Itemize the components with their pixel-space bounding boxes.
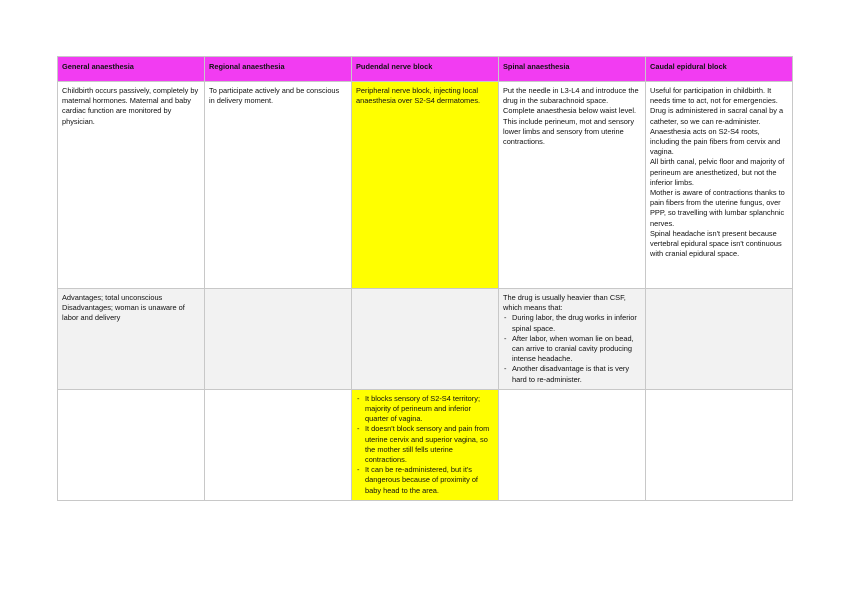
- caudal-line: Spinal headache isn't present because vertebral epidural space isn't continuous with cranial epidural space.: [650, 228, 782, 259]
- cell-regional-empty: [205, 389, 352, 500]
- cell-caudal-empty: [646, 389, 793, 500]
- list-item: - It blocks sensory of S2-S4 territory; majority of perineum and inferior quarter of vagina.: [356, 394, 494, 425]
- cell-caudal-empty: [646, 289, 793, 390]
- caudal-line: Anaesthesia acts on S2-S4 roots, including the pain fibers from cervix and vagina.: [650, 126, 781, 157]
- list-item: - Another disadvantage is that is very hard to re-administer.: [503, 364, 641, 384]
- cell-spinal-description: Put the needle in L3-L4 and introduce the drug in the subarachnoid space. Complete anaesthesia below waist level. This include perineum, mot and sensory lower limbs and sensory from uterine contractions.: [499, 82, 646, 289]
- disadvantages-text: Disadvantages; woman is unaware of labor and delivery: [62, 303, 185, 323]
- list-item: - After labor, when woman lie on bead, can arrive to cranial cavity producing intense headache.: [503, 334, 641, 365]
- header-pudendal-nerve-block: Pudendal nerve block: [352, 57, 499, 82]
- caudal-line: Useful for participation in childbirth. It needs time to act, not for emergencies.: [650, 86, 778, 106]
- header-regional-anaesthesia: Regional anaesthesia: [205, 57, 352, 82]
- list-item: - It can be re-administered, but it's dangerous because of proximity of baby head to the area.: [356, 465, 494, 496]
- cell-spinal-notes: [499, 289, 646, 390]
- spinal-notes-intro: The drug is usually heavier than CSF, which means that:: [503, 293, 626, 313]
- cell-general-pros-cons: [58, 289, 205, 390]
- cell-regional-empty: [205, 289, 352, 390]
- advantages-text: Advantages; total unconscious: [62, 293, 163, 302]
- table-row: [58, 289, 793, 390]
- table-row: [58, 389, 793, 500]
- header-caudal-epidural-block: Caudal epidural block: [646, 57, 793, 82]
- cell-pudendal-empty: [352, 289, 499, 390]
- cell-regional-description: To participate actively and be conscious in delivery moment.: [205, 82, 352, 289]
- caudal-line: Drug is administered in sacral canal by a catheter, so we can re-administer.: [650, 106, 784, 126]
- cell-general-empty: [58, 389, 205, 500]
- cell-pudendal-description: Peripheral nerve block, injecting local anaesthesia over S2-S4 dermatomes.: [352, 82, 499, 289]
- anaesthesia-comparison-table: [57, 56, 793, 501]
- pudendal-notes-list: [356, 394, 494, 496]
- header-general-anaesthesia: General anaesthesia: [58, 57, 205, 82]
- cell-caudal-description: [646, 82, 793, 289]
- cell-spinal-empty: [499, 389, 646, 500]
- caudal-line: All birth canal, pelvic floor and majority of perineum are anesthetized, but not the inferior limbs.: [650, 157, 785, 187]
- cell-pudendal-notes: [352, 389, 499, 500]
- list-item: - During labor, the drug works in inferior spinal space.: [503, 313, 641, 333]
- table-row: [58, 82, 793, 289]
- spinal-notes-list: [503, 313, 641, 384]
- header-spinal-anaesthesia: Spinal anaesthesia: [499, 57, 646, 82]
- list-item: - It doesn't block sensory and pain from uterine cervix and superior vagina, so the mother still fells uterine contractions.: [356, 424, 494, 465]
- header-row: [58, 57, 793, 82]
- caudal-line: Mother is aware of contractions thanks to pain fibers from the uterine fungus, over PPP, so travelling with lumbar splanchnic nerves.: [650, 188, 785, 228]
- cell-general-description: Childbirth occurs passively, completely by maternal hormones. Maternal and baby cardiac function are monitored by physician.: [58, 82, 205, 289]
